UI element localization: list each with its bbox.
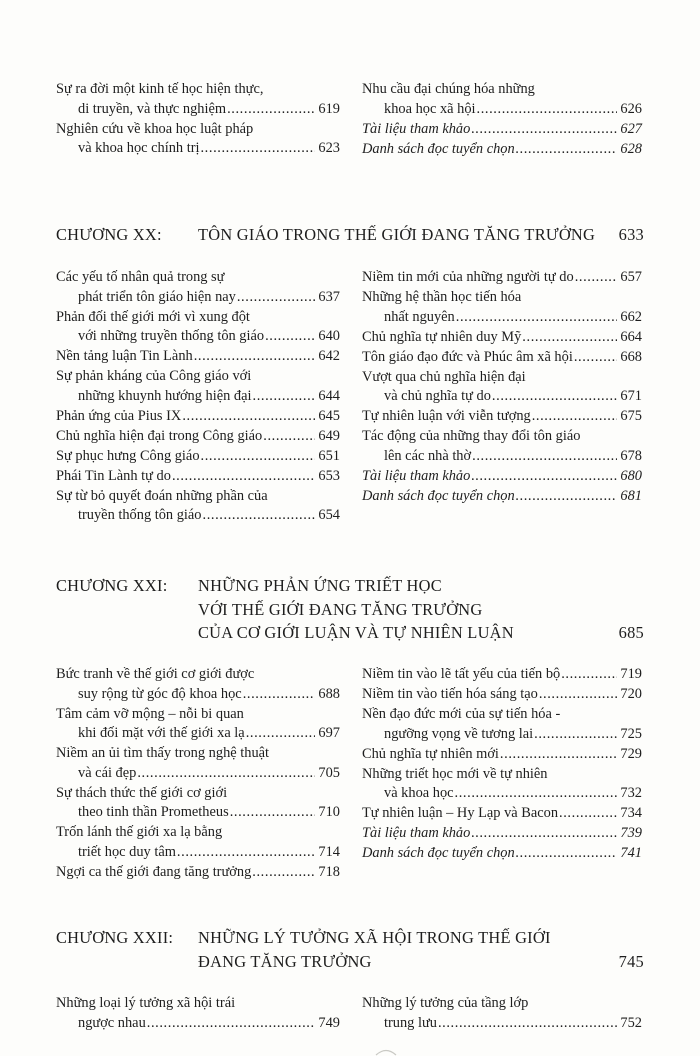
dot-leader <box>455 784 618 804</box>
toc-entry-line <box>56 705 340 725</box>
toc-page-number: 732 <box>620 785 642 802</box>
toc-page-number: 640 <box>318 328 340 345</box>
dot-leader <box>177 843 315 863</box>
toc-entry-line <box>362 994 642 1014</box>
toc-entry <box>362 487 642 507</box>
toc-page-number: 688 <box>318 685 340 702</box>
toc-page-number: 718 <box>318 863 340 880</box>
toc-entry-text: Những hệ thần học tiến hóa <box>362 288 522 305</box>
toc-entry <box>362 685 642 705</box>
dot-leader <box>172 467 315 487</box>
toc-entry-line <box>362 348 642 368</box>
toc-entry-text: và khoa học <box>384 785 454 802</box>
toc-entry-line <box>56 764 340 784</box>
toc-page-number: 741 <box>620 845 642 862</box>
toc-entry-line <box>56 367 340 387</box>
toc-entry-line <box>362 328 642 348</box>
toc-page-number: 649 <box>318 427 340 444</box>
toc-entry-text: Danh sách đọc tuyển chọn <box>362 140 515 157</box>
toc-entry <box>56 120 340 159</box>
toc-entry-text: Những triết học mới về tự nhiên <box>362 765 548 782</box>
toc-entry-text: Những loại lý tưởng xã hội trái <box>56 995 236 1011</box>
toc-entry <box>362 368 642 407</box>
toc-entry-text: Tự nhiên luận với viễn tượng <box>362 408 531 425</box>
toc-entry-text: Sự phản kháng của Công giáo với <box>56 368 252 385</box>
toc-entry <box>56 467 340 487</box>
toc-entry-text: truyền thống tôn giáo <box>78 507 202 524</box>
toc-entry-line <box>56 784 340 804</box>
toc-entry-text: Phản ứng của Pius IX <box>56 407 182 424</box>
toc-page-number: 734 <box>620 805 642 822</box>
toc-entry-text: Tài liệu tham khảo <box>362 120 471 137</box>
toc-entry-text: Nền tảng luận Tin Lành <box>56 348 193 365</box>
toc-entry-line <box>362 368 642 388</box>
toc-entry-line <box>56 843 340 863</box>
toc-entry-line <box>362 784 642 804</box>
toc-entry <box>56 665 340 704</box>
dot-leader <box>237 288 316 308</box>
toc-page-number: 662 <box>620 308 642 325</box>
toc-page-number: 619 <box>318 100 340 117</box>
toc-entry-text: khi đối mặt với thế giới xa lạ <box>78 725 245 742</box>
chapter-title <box>198 223 595 247</box>
toc-entry-text: Những lý tưởng của tầng lớp <box>362 995 529 1011</box>
toc-entry-line <box>56 80 340 100</box>
toc-entry-text: Nhu cầu đại chúng hóa những <box>362 81 535 97</box>
chapter-page-number: 745 <box>618 952 644 971</box>
toc-page-number: 720 <box>620 685 642 702</box>
toc-entry <box>56 487 340 526</box>
toc-page-number: 644 <box>318 387 340 404</box>
toc-entry <box>56 80 340 119</box>
dot-leader <box>477 100 618 120</box>
toc-entry <box>56 367 340 406</box>
toc-page-number: 628 <box>620 140 642 157</box>
toc-entry-line <box>56 327 340 347</box>
chapter-title-line: TÔN GIÁO TRONG THẾ GIỚI ĐANG TĂNG TRƯỞNG <box>198 225 596 244</box>
chapter-title <box>198 926 551 973</box>
toc-entry-line <box>56 447 340 467</box>
toc-entry-line <box>56 139 340 159</box>
toc-entry <box>56 447 340 467</box>
toc-entry-line <box>362 804 642 824</box>
toc-page-number: 654 <box>318 507 340 524</box>
dot-leader <box>561 665 617 685</box>
toc-page-number: 729 <box>620 745 642 762</box>
toc-page-number: 752 <box>620 1014 642 1031</box>
toc-entry-line <box>56 823 340 843</box>
toc-entry-text: Danh sách đọc tuyển chọn <box>362 845 515 862</box>
chapter-title <box>198 574 514 645</box>
toc-entry-line <box>362 487 642 507</box>
toc-entry-line <box>56 744 340 764</box>
toc-entry-line <box>56 347 340 367</box>
toc-column-left <box>56 994 340 1034</box>
toc-entry-line <box>56 506 340 526</box>
toc-entry-text: Sự thách thức thế giới cơ giới <box>56 784 228 801</box>
toc-entry-text: Sự phục hưng Công giáo <box>56 447 200 464</box>
toc-entry <box>362 467 642 487</box>
toc-entry-text: Tôn giáo đạo đức và Phúc âm xã hội <box>362 348 573 365</box>
toc-entry <box>56 744 340 783</box>
toc-page-number: 678 <box>620 447 642 464</box>
toc-entry-line <box>56 407 340 427</box>
chapter-page-number: 633 <box>618 225 644 244</box>
toc-entry-text: Tài liệu tham khảo <box>362 467 471 484</box>
toc-entry <box>362 140 642 160</box>
toc-entry-line <box>362 288 642 308</box>
toc-entry-line <box>56 803 340 823</box>
toc-entry-text: và cái đẹp <box>78 764 137 781</box>
toc-entry-line <box>362 725 642 745</box>
dot-leader <box>200 139 315 159</box>
toc-entry <box>56 308 340 347</box>
toc-entry-text: nhất nguyên <box>384 308 455 325</box>
toc-entry-text: suy rộng từ góc độ khoa học <box>78 685 242 702</box>
dot-leader <box>574 348 618 368</box>
toc-page-number: 664 <box>620 328 642 345</box>
toc-entry-line <box>56 724 340 744</box>
toc-entry <box>362 824 642 844</box>
toc-entry-text: Chủ nghĩa tự nhiên mới <box>362 745 499 762</box>
toc-entry-text: Ngợi ca thế giới đang tăng trưởng <box>56 863 252 880</box>
toc-column-left <box>56 80 340 159</box>
chapter-title-line: ĐANG TĂNG TRƯỞNG <box>198 951 372 971</box>
dot-leader <box>471 467 617 487</box>
toc-entry-text: Phản đối thế giới mới vì xung đột <box>56 308 250 325</box>
toc-entry <box>362 804 642 824</box>
dot-leader <box>253 387 316 407</box>
chapter-title-line: NHỮNG LÝ TƯỞNG XÃ HỘI TRONG THẾ GIỚI <box>198 928 551 947</box>
toc-column-right <box>362 994 642 1034</box>
toc-column-right <box>362 665 642 864</box>
toc-entry <box>56 268 340 307</box>
toc-entry <box>362 407 642 427</box>
toc-column-left <box>56 268 340 526</box>
toc-page-number: 675 <box>620 408 642 425</box>
toc-entry-text: trung lưu <box>384 1014 437 1031</box>
toc-entry-text: Chủ nghĩa hiện đại trong Công giáo <box>56 427 263 444</box>
toc-entry-line <box>56 863 340 883</box>
toc-entry <box>362 745 642 765</box>
toc-entry-line <box>362 140 642 160</box>
toc-entry-line <box>362 308 642 328</box>
toc-entry-text: di truyền, và thực nghiệm <box>78 100 227 117</box>
toc-entry-line <box>56 387 340 407</box>
toc-entry-line <box>362 407 642 427</box>
toc-entry-text: Tài liệu tham khảo <box>362 825 471 842</box>
toc-entry-text: Sự ra đời một kinh tế học hiện thực, <box>56 81 264 97</box>
toc-entry <box>362 288 642 327</box>
dot-leader <box>575 268 618 288</box>
toc-entry-text: Sự từ bỏ quyết đoán những phần của <box>56 487 268 504</box>
toc-entry <box>56 407 340 427</box>
toc-entry-line <box>362 665 642 685</box>
dot-leader <box>522 328 617 348</box>
toc-entry <box>362 844 642 864</box>
toc-entry-text: những khuynh hướng hiện đại <box>78 387 252 404</box>
dot-leader <box>471 120 617 140</box>
toc-entry-text: Bức tranh về thế giới cơ giới được <box>56 666 255 682</box>
dot-leader <box>147 1014 316 1034</box>
toc-entry-line <box>362 824 642 844</box>
toc-entry-line <box>362 745 642 765</box>
toc-entry-line <box>56 685 340 705</box>
toc-entry-line <box>56 994 340 1014</box>
toc-entry <box>56 863 340 883</box>
dot-leader <box>201 447 316 467</box>
toc-entry-text: Nền đạo đức mới của sự tiến hóa - <box>362 705 561 722</box>
ornament-icon <box>375 1046 397 1056</box>
dot-leader <box>456 308 618 328</box>
toc-page-number: 714 <box>318 843 340 860</box>
toc-entry-line <box>56 120 340 140</box>
dot-leader <box>559 804 617 824</box>
toc-entry <box>56 427 340 447</box>
toc-entry-line <box>56 427 340 447</box>
toc-entry-line <box>56 665 340 685</box>
toc-page-number: 681 <box>620 487 642 504</box>
toc-entry-line <box>362 765 642 785</box>
toc-entry <box>362 427 642 466</box>
toc-entry-text: và khoa học chính trị <box>78 140 200 157</box>
toc-entry-line <box>56 467 340 487</box>
toc-entry-line <box>362 844 642 864</box>
toc-entry <box>56 347 340 367</box>
chapter-label: CHƯƠNG XXII: <box>56 928 174 947</box>
toc-page-number: 645 <box>318 407 340 424</box>
toc-column-left <box>56 665 340 883</box>
toc-entry <box>56 823 340 862</box>
toc-entry-text: theo tinh thần Prometheus <box>78 804 229 821</box>
toc-entry <box>362 268 642 288</box>
toc-entry-text: Phái Tin Lành tự do <box>56 467 171 484</box>
toc-column-right <box>362 80 642 160</box>
toc-page-number: 739 <box>620 825 642 842</box>
toc-entry-text: ngưỡng vọng về tương lai <box>384 725 534 742</box>
toc-entry-text: phát triển tôn giáo hiện nay <box>78 288 236 305</box>
toc-entry-text: triết học duy tâm <box>78 843 176 860</box>
toc-entry <box>362 328 642 348</box>
toc-entry-line <box>362 387 642 407</box>
toc-page-number: 671 <box>620 388 642 405</box>
dot-leader <box>182 407 315 427</box>
toc-entry-text: Trốn lánh thế giới xa lạ bằng <box>56 824 223 841</box>
toc-entry-line <box>362 705 642 725</box>
dot-leader <box>500 745 617 765</box>
dot-leader <box>471 824 617 844</box>
dot-leader <box>227 100 315 120</box>
toc-page-number: 725 <box>620 725 642 742</box>
toc-entry-line <box>362 80 642 100</box>
toc-page-number: 697 <box>318 725 340 742</box>
toc-entry-text: Chủ nghĩa tự nhiên duy Mỹ <box>362 328 522 345</box>
dot-leader <box>438 1014 617 1034</box>
toc-page-number: 627 <box>620 120 642 137</box>
toc-entry-text: Tâm cảm vỡ mộng – nỗi bi quan <box>56 705 244 722</box>
dot-leader <box>534 725 617 745</box>
dot-leader <box>472 447 617 467</box>
dot-leader <box>243 685 316 705</box>
toc-entry <box>362 120 642 140</box>
toc-entry-line <box>56 100 340 120</box>
chapter-label: CHƯƠNG XX: <box>56 225 162 244</box>
chapter-title-line: CỦA CƠ GIỚI LUẬN VÀ TỰ NHIÊN LUẬN <box>198 623 514 642</box>
dot-leader <box>532 407 618 427</box>
toc-entry-text: lên các nhà thờ <box>384 447 472 464</box>
toc-entry-text: khoa học xã hội <box>384 100 476 117</box>
toc-entry <box>362 348 642 368</box>
toc-entry <box>56 705 340 744</box>
toc-page-number: 653 <box>318 467 340 484</box>
toc-page-number: 680 <box>620 467 642 484</box>
toc-entry <box>362 80 642 119</box>
toc-page-number: 719 <box>620 666 642 682</box>
toc-entry-text: với những truyền thống tôn giáo <box>78 328 265 345</box>
toc-entry <box>362 705 642 744</box>
toc-entry-text: Niềm an ủi tìm thấy trong nghệ thuật <box>56 745 270 762</box>
toc-entry-text: Các yếu tố nhân quả trong sự <box>56 269 225 285</box>
toc-page-number: 651 <box>318 447 340 464</box>
dot-leader <box>516 487 618 507</box>
chapter-title-line: VỚI THẾ GIỚI ĐANG TĂNG TRƯỞNG <box>198 599 483 619</box>
toc-page-number: 668 <box>620 348 642 365</box>
toc-page-number: 623 <box>318 140 340 157</box>
toc-page-number: 749 <box>318 1014 340 1031</box>
toc-entry <box>56 994 340 1033</box>
toc-entry-text: Niềm tin vào lẽ tất yếu của tiến bộ <box>362 666 561 682</box>
chapter-page-number: 685 <box>618 623 644 642</box>
dot-leader <box>516 140 618 160</box>
toc-entry <box>362 994 642 1033</box>
toc-entry <box>362 665 642 685</box>
toc-page-number: 705 <box>318 764 340 781</box>
toc-entry-text: ngược nhau <box>78 1014 146 1031</box>
toc-entry-text: Tác động của những thay đổi tôn giáo <box>362 428 581 445</box>
toc-entry-line <box>362 685 642 705</box>
dot-leader <box>492 387 617 407</box>
toc-entry-line <box>56 308 340 328</box>
dot-leader <box>516 844 618 864</box>
toc-page-number: 657 <box>620 269 642 285</box>
dot-leader <box>252 863 315 883</box>
dot-leader <box>539 685 618 705</box>
toc-column-right <box>362 268 642 507</box>
toc-entry-text: Nghiên cứu về khoa học luật pháp <box>56 120 254 137</box>
toc-page-number: 710 <box>318 804 340 821</box>
toc-entry-text: Vượt qua chủ nghĩa hiện đại <box>362 368 526 385</box>
toc-entry-line <box>362 447 642 467</box>
dot-leader <box>137 764 315 784</box>
chapter-title-line: NHỮNG PHẢN ỨNG TRIẾT HỌC <box>198 576 442 595</box>
dot-leader <box>203 506 316 526</box>
dot-leader <box>230 803 316 823</box>
dot-leader <box>265 327 315 347</box>
toc-entry-line <box>56 268 340 288</box>
toc-entry-text: và chủ nghĩa tự do <box>384 388 491 405</box>
toc-entry-text: Tự nhiên luận – Hy Lạp và Bacon <box>362 805 559 822</box>
dot-leader <box>246 724 316 744</box>
toc-entry-text: Niềm tin mới của những người tự do <box>362 269 574 285</box>
toc-entry-line <box>362 467 642 487</box>
toc-entry-line <box>362 100 642 120</box>
toc-entry-text: Niềm tin vào tiến hóa sáng tạo <box>362 685 538 702</box>
toc-page-number: 626 <box>620 100 642 117</box>
chapter-label: CHƯƠNG XXI: <box>56 576 168 595</box>
toc-entry-line <box>362 1014 642 1034</box>
toc-entry-line <box>56 487 340 507</box>
toc-entry-text: Danh sách đọc tuyển chọn <box>362 487 515 504</box>
toc-page-number: 642 <box>318 348 340 365</box>
dot-leader <box>194 347 316 367</box>
toc-page-number: 637 <box>318 288 340 305</box>
toc-entry-line <box>56 288 340 308</box>
toc-entry-line <box>362 268 642 288</box>
toc-entry <box>56 784 340 823</box>
dot-leader <box>263 427 315 447</box>
toc-entry-line <box>362 120 642 140</box>
toc-entry-line <box>362 427 642 447</box>
toc-entry-line <box>56 1014 340 1034</box>
toc-entry <box>362 765 642 804</box>
